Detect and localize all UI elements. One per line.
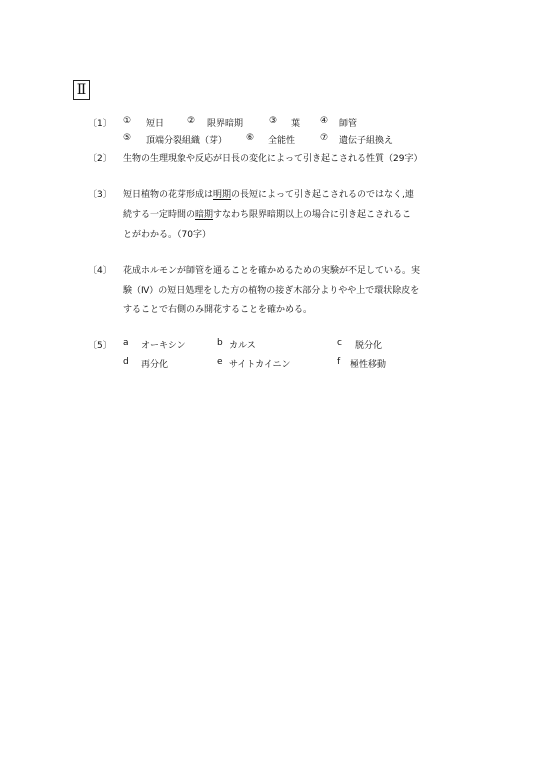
q1-answer-2-num: ② xyxy=(187,116,196,126)
q1-answer-2-text: 限界暗期 xyxy=(207,119,244,129)
q1-answer-6-num: ⑥ xyxy=(246,133,255,143)
q5-label: 〔5〕 xyxy=(88,341,112,351)
q3-line-1-start: 短日植物の花芽形成は xyxy=(123,190,214,200)
q5-answer-f-letter: f xyxy=(337,357,341,367)
q2-label: 〔2〕 xyxy=(88,154,112,164)
q5-answer-c-letter: c xyxy=(337,338,342,348)
section-number-box: Ⅱ xyxy=(73,80,90,100)
q1-answer-3-text: 葉 xyxy=(291,119,301,129)
q3-line-2 xyxy=(123,207,411,220)
q5-answer-a-text: オーキシン xyxy=(141,341,186,351)
q3-line-1-end: の長短によって引き起こされるのではなく,連 xyxy=(231,190,414,200)
q5-answer-b-letter: b xyxy=(217,338,223,348)
q3-line-3: とがわかる。（70字） xyxy=(123,230,211,240)
q5-answer-d-text: 再分化 xyxy=(141,360,169,370)
q1-answer-5-num: ⑤ xyxy=(123,133,132,143)
q4-line-2: 験（Ⅳ）の短日処理をした方の植物の接ぎ木部分よりやや上で環状除皮を xyxy=(123,286,420,296)
q5-answer-f-text: 極性移動 xyxy=(350,360,387,370)
q3-line-1 xyxy=(123,187,414,200)
q1-answer-4-num: ④ xyxy=(320,116,329,126)
q1-answer-6-text: 全能性 xyxy=(268,136,296,146)
q3-line-2-end: すなわち限界暗期以上の場合に引き起こされるこ xyxy=(213,210,412,220)
q5-answer-c-text: 脱分化 xyxy=(355,341,383,351)
q1-answer-4-text: 師管 xyxy=(339,119,358,129)
q1-answer-7-num: ⑦ xyxy=(320,133,329,143)
q5-answer-e-text: サイトカイニン xyxy=(229,360,291,370)
q5-answer-a-letter: a xyxy=(123,338,129,348)
q2-answer-text: 生物の生理現象や反応が日長の変化によって引き起こされる性質（29字） xyxy=(123,154,423,164)
q3-underlined-light-period: 明期 xyxy=(213,190,232,200)
q1-label: 〔1〕 xyxy=(88,119,112,129)
q3-line-2-start: 続する一定時間の xyxy=(123,210,196,220)
q1-answer-7-text: 遺伝子組換え xyxy=(339,136,394,146)
q5-answer-b-text: カルス xyxy=(229,341,256,351)
q4-line-1: 花成ホルモンが師管を通ることを確かめるための実験が不足している。実 xyxy=(123,266,421,276)
q3-label: 〔3〕 xyxy=(88,190,112,200)
q4-line-3: することで右側のみ開花することを確かめる。 xyxy=(123,305,313,315)
q1-answer-1-num: ① xyxy=(123,116,132,126)
q1-answer-5-text: 頂端分裂組織（芽） xyxy=(146,136,228,146)
q1-answer-1-text: 短日 xyxy=(146,119,165,129)
q4-label: 〔4〕 xyxy=(88,266,112,276)
q3-underlined-dark-period: 暗期 xyxy=(195,210,214,220)
q5-answer-d-letter: d xyxy=(123,357,129,367)
q1-answer-3-num: ③ xyxy=(269,116,278,126)
q5-answer-e-letter: e xyxy=(217,357,223,367)
